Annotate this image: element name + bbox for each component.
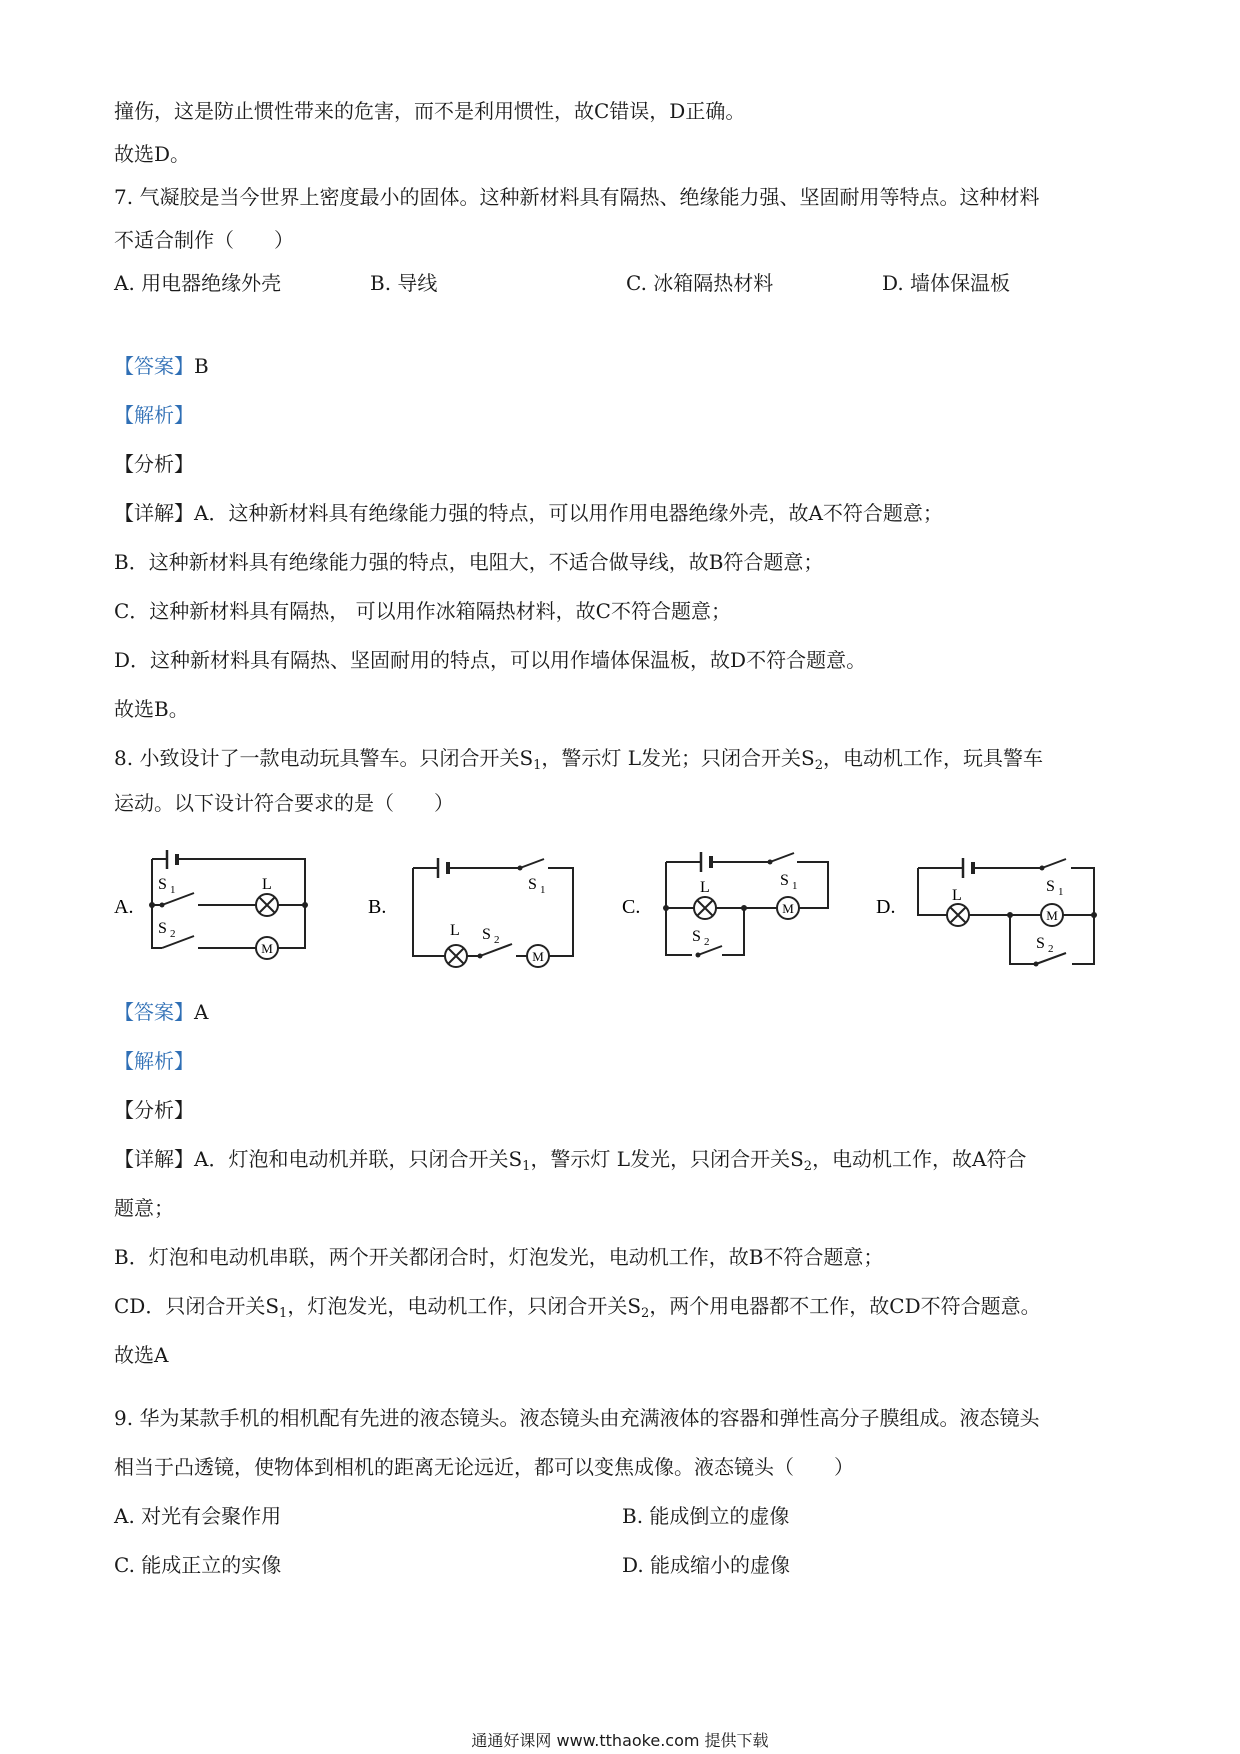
svg-text:D.: D.: [876, 896, 896, 918]
q7-detail-line: C．这种新材料具有隔热， 可以用作冰箱隔热材料，故C不符合题意；: [114, 599, 731, 623]
q8-detail-line: 题意；: [114, 1196, 174, 1220]
subscript: 2: [641, 1306, 650, 1321]
svg-text:S: S: [482, 926, 491, 943]
q7-conclusion: 故选B。: [114, 697, 189, 721]
svg-text:1: 1: [170, 884, 176, 896]
text-segment: CD．只闭合开关S: [114, 1294, 280, 1318]
svg-text:2: 2: [704, 936, 710, 948]
q8-detail: [114, 1145, 1027, 1181]
question-9-text: 相当于凸透镜，使物体到相机的距离无论远近，都可以变焦成像。液态镜头（ ）: [114, 1455, 854, 1479]
fenxi-tag: 【分析】: [114, 1098, 194, 1122]
text-segment: ，电动机工作，玩具警车: [823, 746, 1044, 770]
q9-option-b: B. 能成倒立的虚像: [622, 1504, 790, 1528]
subscript: 1: [533, 758, 542, 773]
q9-option-d: D. 能成缩小的虚像: [622, 1553, 791, 1577]
subscript: 2: [814, 758, 824, 773]
svg-text:L: L: [952, 887, 962, 904]
text-segment: ，电动机工作，故A符合: [812, 1147, 1027, 1171]
answer-tag: 【答案】: [114, 354, 194, 378]
answer-tag: 【答案】: [114, 1000, 194, 1024]
q7-option-d: D. 墙体保温板: [882, 271, 1011, 295]
svg-text:S: S: [780, 872, 789, 889]
question-7-text: 不适合制作（ ）: [114, 228, 294, 252]
subscript: 1: [279, 1306, 288, 1321]
svg-text:S: S: [158, 920, 167, 937]
text-segment: 8. 小致设计了一款电动玩具警车。只闭合开关S: [114, 746, 534, 770]
svg-text:2: 2: [1048, 943, 1054, 955]
answer-value: B: [194, 354, 209, 378]
q7-detail: [114, 499, 943, 527]
question-9-text: 9. 华为某款手机的相机配有先进的液态镜头。液态镜头由充满液体的容器和弹性高分子膜组成。液态镜头: [114, 1406, 1040, 1430]
q7-detail-line: D．这种新材料具有隔热、坚固耐用的特点，可以用作墙体保温板，故D不符合题意。: [114, 648, 867, 672]
svg-text:L: L: [450, 922, 460, 939]
q8-answer: [114, 998, 208, 1026]
text-segment: ，警示灯 L发光，只闭合开关S: [530, 1147, 804, 1171]
q7-analysis-tag: [114, 401, 194, 429]
text-segment: ，警示灯 L发光；只闭合开关S: [541, 746, 815, 770]
q7-option-a: A. 用电器绝缘外壳: [114, 271, 282, 295]
q8-conclusion: 故选A: [114, 1343, 169, 1367]
q7-fenxi-tag: [114, 450, 194, 478]
svg-text:1: 1: [1058, 886, 1064, 898]
svg-text:S: S: [158, 876, 167, 893]
svg-text:1: 1: [540, 884, 546, 896]
text-segment: ，两个用电器都不工作，故CD不符合题意。: [649, 1294, 1041, 1318]
answer-value: A: [194, 1000, 209, 1024]
q7-option-b: B. 导线: [370, 271, 438, 295]
svg-text:M: M: [782, 901, 794, 916]
text-line: 撞伤，这是防止惯性带来的危害，而不是利用惯性，故C错误，D正确。: [114, 99, 746, 123]
circuit-diagram-c: [622, 845, 837, 964]
svg-text:L: L: [262, 876, 272, 893]
q8-analysis-tag: [114, 1047, 194, 1075]
detail-text: A．这种新材料具有绝缘能力强的特点，可以用作用电器绝缘外壳，故A不符合题意；: [194, 501, 943, 525]
svg-text:B.: B.: [368, 896, 387, 918]
q8-fenxi-tag: [114, 1096, 194, 1124]
q8-detail-line: [114, 1292, 1041, 1328]
svg-text:S: S: [1036, 935, 1045, 952]
q9-option-a: A. 对光有会聚作用: [114, 1504, 282, 1528]
detail-tag: 【详解】: [114, 501, 194, 525]
footer-watermark: 通通好课网 www.tthaoke.com 提供下载: [471, 1731, 769, 1750]
q7-option-c: C. 冰箱隔热材料: [626, 271, 774, 295]
circuit-diagram-b: [368, 845, 583, 969]
q8-detail-line: B．灯泡和电动机串联，两个开关都闭合时，灯泡发光，电动机工作，故B不符合题意；: [114, 1245, 884, 1269]
svg-text:A.: A.: [114, 896, 134, 918]
question-8-text: [114, 744, 1043, 780]
circuit-diagram-d: [876, 845, 1096, 974]
svg-text:M: M: [1046, 908, 1058, 923]
q7-detail-line: B．这种新材料具有绝缘能力强的特点，电阻大，不适合做导线，故B符合题意；: [114, 550, 824, 574]
question-8-text: 运动。以下设计符合要求的是（ ）: [114, 791, 454, 815]
svg-text:M: M: [532, 949, 544, 964]
q9-option-c: C. 能成正立的实像: [114, 1553, 282, 1577]
svg-text:C.: C.: [622, 896, 641, 918]
text-segment: ，灯泡发光，电动机工作，只闭合开关S: [287, 1294, 642, 1318]
svg-text:2: 2: [170, 928, 176, 940]
question-7-text: 7. 气凝胶是当今世界上密度最小的固体。这种新材料具有隔热、绝缘能力强、坚固耐用等特点。这种材料: [114, 185, 1040, 209]
text-segment: A．灯泡和电动机并联，只闭合开关S: [194, 1147, 523, 1171]
subscript: 2: [803, 1159, 813, 1174]
q7-answer: [114, 352, 209, 380]
svg-text:S: S: [528, 876, 537, 893]
analysis-tag: 【解析】: [114, 403, 194, 427]
subscript: 1: [522, 1159, 531, 1174]
svg-text:L: L: [700, 879, 710, 896]
svg-text:2: 2: [494, 934, 500, 946]
svg-text:M: M: [261, 941, 273, 956]
text-line: 故选D。: [114, 142, 191, 166]
svg-text:1: 1: [792, 880, 798, 892]
analysis-tag: 【解析】: [114, 1049, 194, 1073]
circuit-diagram-a: [114, 845, 314, 959]
svg-text:S: S: [1046, 878, 1055, 895]
fenxi-tag: 【分析】: [114, 452, 194, 476]
svg-text:S: S: [692, 928, 701, 945]
detail-tag: 【详解】: [114, 1147, 194, 1171]
